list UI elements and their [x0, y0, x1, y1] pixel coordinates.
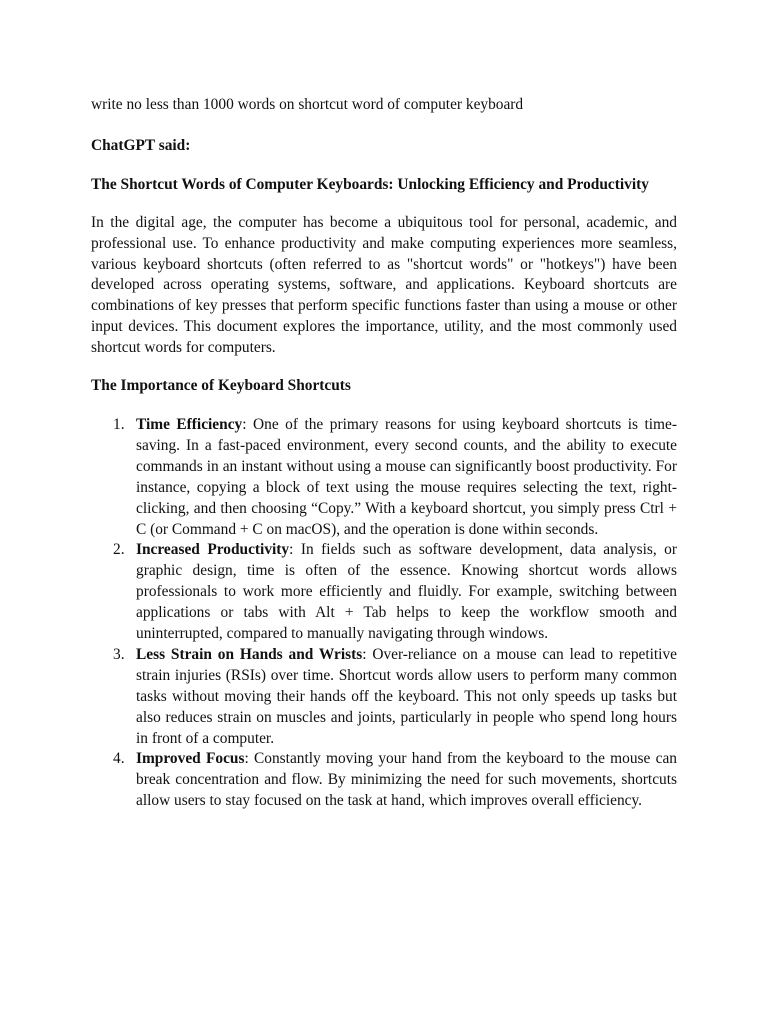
list-item [91, 540, 677, 645]
list-number: 4. [113, 750, 125, 768]
list-text: : Over-reliance on a mouse can lead to repetitive strain injuries (RSIs) over time. Shortcut words allow users to perform many common tasks without moving their hands off the keyboard. This not only speeds up tasks but also reduces strain on muscles and joints, particularly in people who spend long hours in front of a computer. [136, 645, 677, 747]
list-number: 2. [113, 541, 125, 559]
list-text: : In fields such as software development, data analysis, or graphic design, time is often of the essence. Knowing shortcut words allows professionals to work more efficiently and fluidly. For example, switching between applications or tabs with Alt + Tab helps to keep the workflow smooth and uninterrupted, compared to manually navigating through windows. [136, 541, 677, 643]
intro-paragraph: In the digital age, the computer has become a ubiquitous tool for personal, academic, and professional use. To enhance productivity and make computing experiences more seamless, various keyboard shortcuts (often referred to as "shortcut words" or "hotkeys") have been developed across operating systems, software, and applications. Keyboard shortcuts are combinations of key presses that perform specific functions faster than using a mouse or other input devices. This document explores the importance, utility, and the most commonly used shortcut words for computers. [91, 213, 677, 357]
list-item [91, 749, 677, 812]
user-prompt: write no less than 1000 words on shortcut word of computer keyboard [91, 96, 524, 113]
list-text: : Constantly moving your hand from the keyboard to the mouse can break concentration and flow. By minimizing the need for such movements, shortcuts allow users to stay focused on the task at hand, which improves overall efficiency. [136, 750, 678, 810]
importance-list [91, 415, 677, 812]
section-heading: The Importance of Keyboard Shortcuts [91, 377, 351, 395]
list-term: Less Strain on Hands and Wrists [136, 645, 363, 663]
list-term: Increased Productivity [136, 541, 290, 559]
list-number: 3. [113, 645, 125, 663]
list-term: Time Efficiency [136, 415, 243, 433]
list-item [91, 415, 677, 540]
document-title: The Shortcut Words of Computer Keyboards: Unlocking Efficiency and Productivity [91, 175, 649, 193]
list-item [91, 645, 677, 750]
speaker-label: ChatGPT said: [91, 136, 191, 154]
list-number: 1. [113, 415, 125, 433]
list-text: : One of the primary reasons for using keyboard shortcuts is time-saving. In a fast-paced environment, every second counts, and the ability to execute commands in an instant without using a mouse can significantly boost productivity. For instance, copying a block of text using the mouse requires selecting the text, right-clicking, and then choosing “Copy.” With a keyboard shortcut, you simply press Ctrl + C (or Command + C on macOS), and the operation is done within seconds. [136, 415, 677, 538]
list-term: Improved Focus [136, 750, 245, 768]
document-page [91, 95, 677, 812]
